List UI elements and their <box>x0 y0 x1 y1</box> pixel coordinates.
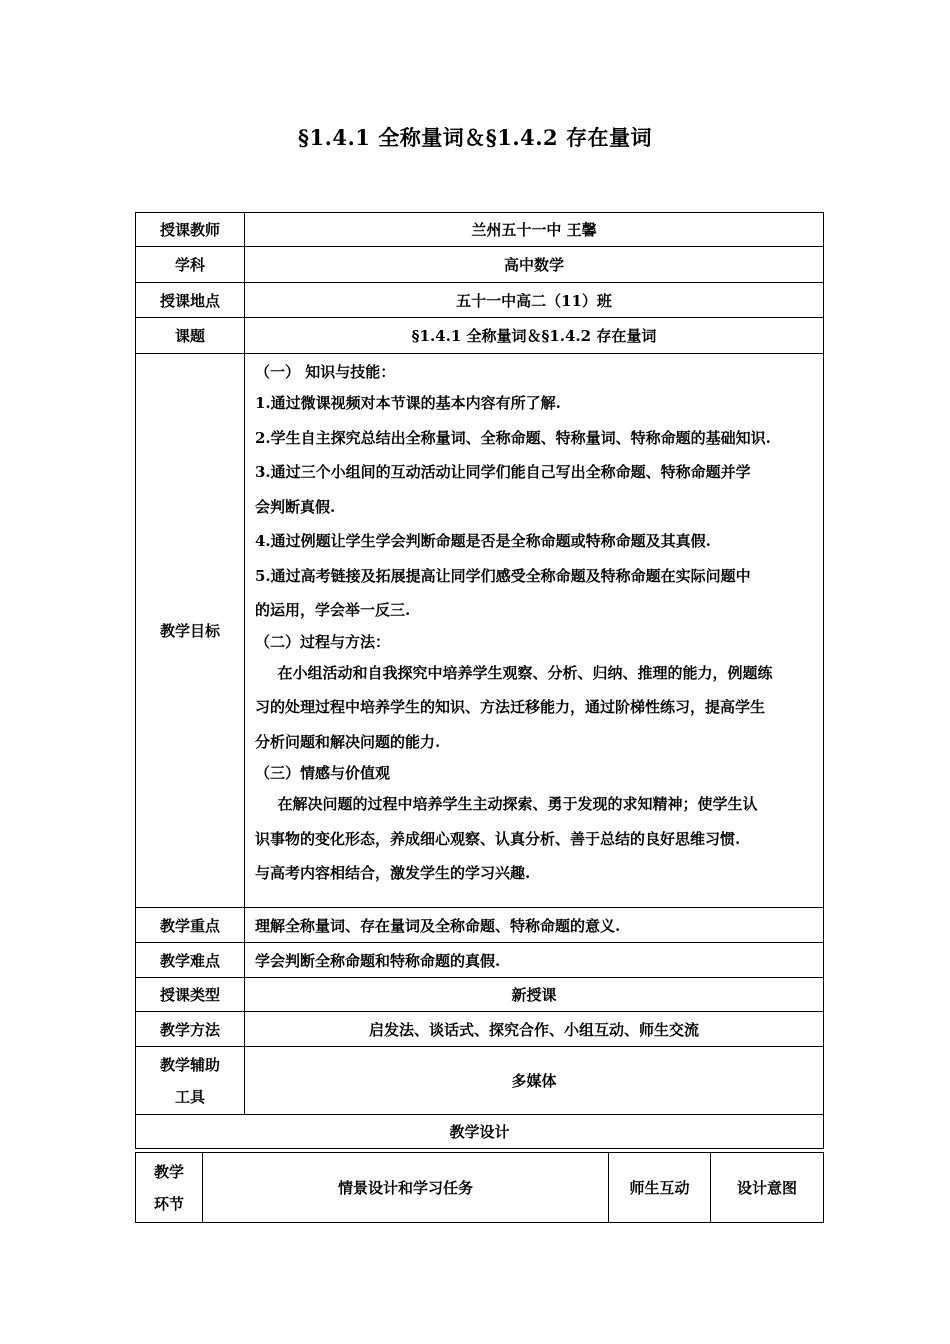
tools-label-line2: 工具 <box>174 1087 205 1106</box>
tools-label <box>136 1047 245 1115</box>
design-columns-row <box>136 1153 824 1223</box>
goals-item-3b: 会判断真假. <box>255 497 336 516</box>
design-header-row <box>136 1115 824 1149</box>
lesson-type-value: 新授课 <box>245 978 824 1012</box>
goals-item-2: 2.学生自主探究总结出全称量词、全称命题、特称量词、特称命题的基础知识. <box>255 428 771 447</box>
method-value: 启发法、谈话式、探究合作、小组互动、师生交流 <box>245 1012 824 1047</box>
key-point-label: 教学重点 <box>136 908 245 943</box>
key-point-value: 理解全称量词、存在量词及全称命题、特称命题的意义. <box>245 908 824 943</box>
lesson-info-table <box>135 212 824 1149</box>
goals-item-5a: 5.通过高考链接及拓展提高让同学们感受全称命题及特称命题在实际问题中 <box>255 566 751 585</box>
teacher-label: 授课教师 <box>136 213 245 247</box>
method-row <box>136 1012 824 1047</box>
tools-value: 多媒体 <box>245 1047 824 1115</box>
goals-item-4: 4.通过例题让学生学会判断命题是否是全称命题或特称命题及其真假. <box>255 532 711 550</box>
design-col-intent: 设计意图 <box>711 1153 824 1223</box>
location-row <box>136 283 824 318</box>
goals-content <box>245 354 824 908</box>
design-col-tasks: 情景设计和学习任务 <box>203 1153 609 1223</box>
design-col-interaction: 师生互动 <box>609 1153 711 1223</box>
tools-row <box>136 1047 824 1115</box>
difficulty-row <box>136 943 824 978</box>
goals-section1-heading: （一） 知识与技能： <box>255 363 396 381</box>
goals-item-1: 1.通过微课视频对本节课的基本内容有所了解. <box>255 394 561 412</box>
goals-section3-heading: （三）情感与价值观 <box>255 764 391 782</box>
topic-value: §1.4.1 全称量词＆§1.4.2 存在量词 <box>245 318 824 354</box>
goals-section3-line2: 识事物的变化形态，养成细心观察、认真分析、善于总结的良好思维习惯. <box>255 829 741 848</box>
teacher-value: 兰州五十一中 王馨 <box>245 213 824 247</box>
design-col-stage-line1: 教学 <box>153 1162 184 1181</box>
teacher-row <box>136 213 824 247</box>
subject-label: 学科 <box>136 247 245 283</box>
design-table <box>135 1152 824 1223</box>
design-col-stage-line2: 环节 <box>153 1194 184 1213</box>
lesson-type-label: 授课类型 <box>136 978 245 1012</box>
location-label: 授课地点 <box>136 283 245 318</box>
difficulty-value: 学会判断全称命题和特称命题的真假. <box>245 943 824 978</box>
location-value: 五十一中高二（11）班 <box>245 283 824 318</box>
key-point-row <box>136 908 824 943</box>
topic-label: 课题 <box>136 318 245 354</box>
goals-label: 教学目标 <box>136 354 245 908</box>
lesson-type-row <box>136 978 824 1012</box>
design-col-stage <box>136 1153 203 1223</box>
goals-item-5b: 的运用，学会举一反三. <box>255 601 411 619</box>
topic-row <box>136 318 824 354</box>
subject-row <box>136 247 824 283</box>
method-label: 教学方法 <box>136 1012 245 1047</box>
difficulty-label: 教学难点 <box>136 943 245 978</box>
document-title: §1.4.1 全称量词＆§1.4.2 存在量词 <box>297 125 652 150</box>
goals-row <box>136 354 824 908</box>
goals-section2-line1: 在小组活动和自我探究中培养学生观察、分析、归纳、推理的能力，例题练 <box>277 663 773 682</box>
design-header: 教学设计 <box>136 1115 824 1149</box>
goals-section2-heading: （二）过程与方法： <box>255 632 391 651</box>
goals-section3-line1: 在解决问题的过程中培养学生主动探索、勇于发现的求知精神；使学生认 <box>277 795 758 813</box>
goals-item-3a: 3.通过三个小组间的互动活动让同学们能自己写出全称命题、特称命题并学 <box>255 463 751 481</box>
tools-label-line1: 教学辅助 <box>159 1055 220 1074</box>
goals-section2-line2: 习的处理过程中培养学生的知识、方法迁移能力，通过阶梯性练习，提高学生 <box>255 698 766 716</box>
subject-value: 高中数学 <box>245 247 824 283</box>
goals-section3-line3: 与高考内容相结合，激发学生的学习兴趣. <box>255 864 531 882</box>
goals-section2-line3: 分析问题和解决问题的能力. <box>255 732 441 751</box>
